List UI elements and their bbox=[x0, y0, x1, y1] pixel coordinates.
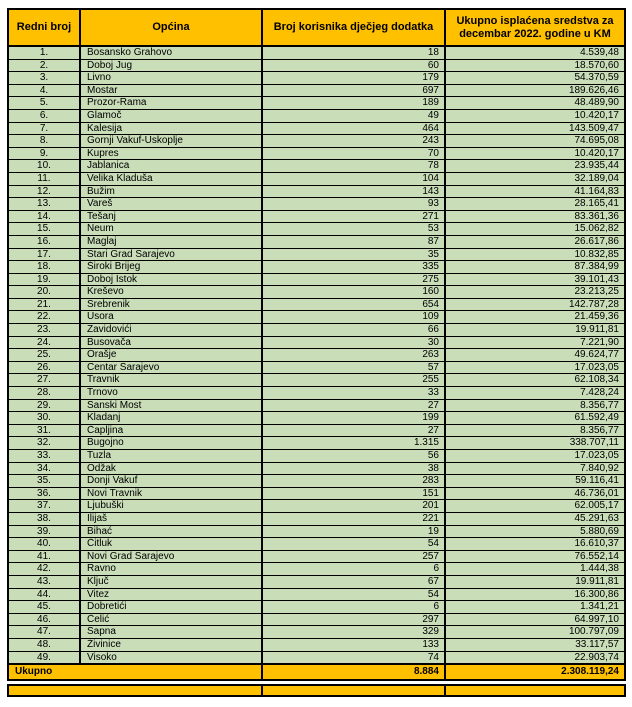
row-municipality: Jablanica bbox=[80, 160, 262, 173]
row-number: 9. bbox=[8, 147, 80, 160]
row-amount: 10.420,17 bbox=[445, 147, 625, 160]
row-number: 8. bbox=[8, 135, 80, 148]
row-number: 42. bbox=[8, 563, 80, 576]
row-amount: 338.707,11 bbox=[445, 437, 625, 450]
row-amount: 19.911,81 bbox=[445, 575, 625, 588]
row-amount: 54.370,59 bbox=[445, 72, 625, 85]
table-row bbox=[8, 588, 625, 601]
row-municipality: Mostar bbox=[80, 84, 262, 97]
row-amount: 10.420,17 bbox=[445, 109, 625, 122]
row-users: 275 bbox=[262, 273, 445, 286]
table-row bbox=[8, 500, 625, 513]
row-users: 27 bbox=[262, 424, 445, 437]
row-users: 74 bbox=[262, 651, 445, 664]
table-row bbox=[8, 122, 625, 135]
table-row bbox=[8, 172, 625, 185]
row-amount: 48.489,90 bbox=[445, 97, 625, 110]
row-amount: 76.552,14 bbox=[445, 550, 625, 563]
row-users: 271 bbox=[262, 210, 445, 223]
row-users: 109 bbox=[262, 311, 445, 324]
row-amount: 87.384,99 bbox=[445, 261, 625, 274]
row-municipality: Trnovo bbox=[80, 387, 262, 400]
table-row bbox=[8, 563, 625, 576]
row-amount: 143.509,47 bbox=[445, 122, 625, 135]
table-row bbox=[8, 475, 625, 488]
table-row bbox=[8, 324, 625, 337]
row-users: 54 bbox=[262, 538, 445, 551]
row-amount: 21.459,36 bbox=[445, 311, 625, 324]
row-municipality: Doboj Jug bbox=[80, 59, 262, 72]
row-users: 297 bbox=[262, 613, 445, 626]
row-amount: 45.291,63 bbox=[445, 512, 625, 525]
row-municipality: Čapljina bbox=[80, 424, 262, 437]
row-municipality: Ravno bbox=[80, 563, 262, 576]
table-row bbox=[8, 97, 625, 110]
row-number: 11. bbox=[8, 172, 80, 185]
row-number: 44. bbox=[8, 588, 80, 601]
row-users: 57 bbox=[262, 361, 445, 374]
row-users: 27 bbox=[262, 399, 445, 412]
row-number: 4. bbox=[8, 84, 80, 97]
row-users: 87 bbox=[262, 235, 445, 248]
row-users: 66 bbox=[262, 324, 445, 337]
row-municipality: Novi Travnik bbox=[80, 487, 262, 500]
row-amount: 17.023,05 bbox=[445, 361, 625, 374]
table-row bbox=[8, 336, 625, 349]
row-number: 14. bbox=[8, 210, 80, 223]
row-users: 56 bbox=[262, 450, 445, 463]
row-municipality: Živinice bbox=[80, 638, 262, 651]
table-row bbox=[8, 437, 625, 450]
row-municipality: Glamoč bbox=[80, 109, 262, 122]
row-municipality: Doboj Istok bbox=[80, 273, 262, 286]
table-row bbox=[8, 601, 625, 614]
row-amount: 4.539,48 bbox=[445, 46, 625, 59]
row-number: 37. bbox=[8, 500, 80, 513]
table-row bbox=[8, 424, 625, 437]
header-redni-broj: Redni broj bbox=[8, 9, 80, 46]
row-users: 6 bbox=[262, 563, 445, 576]
row-users: 104 bbox=[262, 172, 445, 185]
row-users: 60 bbox=[262, 59, 445, 72]
header-ukupno-sredstva: Ukupno isplaćena sredstva za decembar 2022. godine u KM bbox=[445, 9, 625, 46]
row-municipality: Livno bbox=[80, 72, 262, 85]
row-amount: 61.592,49 bbox=[445, 412, 625, 425]
row-amount: 7.221,90 bbox=[445, 336, 625, 349]
empty-cell-users bbox=[262, 685, 445, 696]
row-number: 5. bbox=[8, 97, 80, 110]
header-row bbox=[8, 9, 625, 46]
table-row bbox=[8, 525, 625, 538]
row-municipality: Kalesija bbox=[80, 122, 262, 135]
row-users: 78 bbox=[262, 160, 445, 173]
row-municipality: Prozor-Rama bbox=[80, 97, 262, 110]
table-row bbox=[8, 349, 625, 362]
row-number: 24. bbox=[8, 336, 80, 349]
table-row bbox=[8, 575, 625, 588]
row-municipality: Čitluk bbox=[80, 538, 262, 551]
row-users: 151 bbox=[262, 487, 445, 500]
row-users: 19 bbox=[262, 525, 445, 538]
table-row bbox=[8, 550, 625, 563]
row-users: 18 bbox=[262, 46, 445, 59]
row-amount: 64.997,10 bbox=[445, 613, 625, 626]
row-users: 160 bbox=[262, 286, 445, 299]
row-users: 179 bbox=[262, 72, 445, 85]
row-municipality: Bosansko Grahovo bbox=[80, 46, 262, 59]
row-number: 49. bbox=[8, 651, 80, 664]
row-number: 33. bbox=[8, 450, 80, 463]
row-users: 53 bbox=[262, 223, 445, 236]
row-municipality: Tuzla bbox=[80, 450, 262, 463]
row-amount: 83.361,36 bbox=[445, 210, 625, 223]
table-row bbox=[8, 160, 625, 173]
row-users: 199 bbox=[262, 412, 445, 425]
row-number: 34. bbox=[8, 462, 80, 475]
table-row bbox=[8, 298, 625, 311]
row-amount: 8.356,77 bbox=[445, 424, 625, 437]
row-amount: 5.880,69 bbox=[445, 525, 625, 538]
row-number: 22. bbox=[8, 311, 80, 324]
row-users: 257 bbox=[262, 550, 445, 563]
row-amount: 10.832,85 bbox=[445, 248, 625, 261]
row-users: 243 bbox=[262, 135, 445, 148]
row-municipality: Travnik bbox=[80, 374, 262, 387]
table-row bbox=[8, 361, 625, 374]
row-users: 464 bbox=[262, 122, 445, 135]
row-amount: 1.341,21 bbox=[445, 601, 625, 614]
row-users: 255 bbox=[262, 374, 445, 387]
row-amount: 23.935,44 bbox=[445, 160, 625, 173]
row-number: 41. bbox=[8, 550, 80, 563]
row-municipality: Ključ bbox=[80, 575, 262, 588]
row-amount: 7.840,92 bbox=[445, 462, 625, 475]
row-users: 33 bbox=[262, 387, 445, 400]
row-number: 17. bbox=[8, 248, 80, 261]
table-row bbox=[8, 235, 625, 248]
row-municipality: Stari Grad Sarajevo bbox=[80, 248, 262, 261]
header-opcina: Općina bbox=[80, 9, 262, 46]
row-users: 54 bbox=[262, 588, 445, 601]
row-amount: 15.062,82 bbox=[445, 223, 625, 236]
row-amount: 28.165,41 bbox=[445, 198, 625, 211]
row-amount: 39.101,43 bbox=[445, 273, 625, 286]
row-amount: 18.570,60 bbox=[445, 59, 625, 72]
row-amount: 1.444,38 bbox=[445, 563, 625, 576]
row-number: 18. bbox=[8, 261, 80, 274]
row-number: 16. bbox=[8, 235, 80, 248]
row-users: 70 bbox=[262, 147, 445, 160]
row-number: 1. bbox=[8, 46, 80, 59]
table-row bbox=[8, 109, 625, 122]
table-row bbox=[8, 59, 625, 72]
row-number: 29. bbox=[8, 399, 80, 412]
row-municipality: Široki Brijeg bbox=[80, 261, 262, 274]
table-row bbox=[8, 223, 625, 236]
row-amount: 49.624,77 bbox=[445, 349, 625, 362]
row-amount: 59.116,41 bbox=[445, 475, 625, 488]
row-municipality: Usora bbox=[80, 311, 262, 324]
row-amount: 62.005,17 bbox=[445, 500, 625, 513]
row-users: 143 bbox=[262, 185, 445, 198]
row-municipality: Bugojno bbox=[80, 437, 262, 450]
row-municipality: Bužim bbox=[80, 185, 262, 198]
row-number: 10. bbox=[8, 160, 80, 173]
row-number: 32. bbox=[8, 437, 80, 450]
row-municipality: Ilijaš bbox=[80, 512, 262, 525]
row-users: 35 bbox=[262, 248, 445, 261]
row-amount: 16.300,86 bbox=[445, 588, 625, 601]
row-users: 329 bbox=[262, 626, 445, 639]
row-users: 1.315 bbox=[262, 437, 445, 450]
row-municipality: Neum bbox=[80, 223, 262, 236]
row-municipality: Zavidovići bbox=[80, 324, 262, 337]
row-number: 47. bbox=[8, 626, 80, 639]
row-amount: 142.787,28 bbox=[445, 298, 625, 311]
row-municipality: Sapna bbox=[80, 626, 262, 639]
row-number: 39. bbox=[8, 525, 80, 538]
table-row bbox=[8, 286, 625, 299]
table-row bbox=[8, 512, 625, 525]
row-number: 23. bbox=[8, 324, 80, 337]
row-municipality: Velika Kladuša bbox=[80, 172, 262, 185]
table-row bbox=[8, 412, 625, 425]
row-number: 15. bbox=[8, 223, 80, 236]
table-row bbox=[8, 46, 625, 59]
row-amount: 7.428,24 bbox=[445, 387, 625, 400]
table-row bbox=[8, 261, 625, 274]
row-municipality: Orašje bbox=[80, 349, 262, 362]
total-label: Ukupno bbox=[8, 664, 262, 680]
table-row bbox=[8, 487, 625, 500]
table-body bbox=[8, 46, 625, 664]
table-row bbox=[8, 273, 625, 286]
table-row bbox=[8, 198, 625, 211]
row-number: 30. bbox=[8, 412, 80, 425]
empty-row bbox=[8, 685, 625, 696]
row-number: 7. bbox=[8, 122, 80, 135]
row-municipality: Čelić bbox=[80, 613, 262, 626]
row-number: 12. bbox=[8, 185, 80, 198]
row-users: 221 bbox=[262, 512, 445, 525]
table-row bbox=[8, 450, 625, 463]
row-amount: 22.903,74 bbox=[445, 651, 625, 664]
row-municipality: Vitez bbox=[80, 588, 262, 601]
row-amount: 16.610,37 bbox=[445, 538, 625, 551]
row-number: 20. bbox=[8, 286, 80, 299]
child-allowance-table bbox=[7, 8, 626, 681]
row-amount: 62.108,34 bbox=[445, 374, 625, 387]
table-row bbox=[8, 135, 625, 148]
row-number: 28. bbox=[8, 387, 80, 400]
row-number: 35. bbox=[8, 475, 80, 488]
row-users: 697 bbox=[262, 84, 445, 97]
row-number: 31. bbox=[8, 424, 80, 437]
row-amount: 46.736,01 bbox=[445, 487, 625, 500]
row-municipality: Tešanj bbox=[80, 210, 262, 223]
row-municipality: Maglaj bbox=[80, 235, 262, 248]
row-users: 263 bbox=[262, 349, 445, 362]
row-amount: 33.117,57 bbox=[445, 638, 625, 651]
row-users: 654 bbox=[262, 298, 445, 311]
row-users: 283 bbox=[262, 475, 445, 488]
table-row bbox=[8, 248, 625, 261]
row-municipality: Srebrenik bbox=[80, 298, 262, 311]
row-amount: 189.626,46 bbox=[445, 84, 625, 97]
row-number: 2. bbox=[8, 59, 80, 72]
table-row bbox=[8, 374, 625, 387]
row-municipality: Gornji Vakuf-Uskoplje bbox=[80, 135, 262, 148]
empty-cell-amount bbox=[445, 685, 625, 696]
total-amount: 2.308.119,24 bbox=[445, 664, 625, 680]
row-municipality: Donji Vakuf bbox=[80, 475, 262, 488]
table-row bbox=[8, 72, 625, 85]
row-users: 6 bbox=[262, 601, 445, 614]
row-municipality: Busovača bbox=[80, 336, 262, 349]
row-amount: 8.356,77 bbox=[445, 399, 625, 412]
table-row bbox=[8, 387, 625, 400]
row-municipality: Dobretići bbox=[80, 601, 262, 614]
row-users: 93 bbox=[262, 198, 445, 211]
row-municipality: Odžak bbox=[80, 462, 262, 475]
row-users: 133 bbox=[262, 638, 445, 651]
row-municipality: Vareš bbox=[80, 198, 262, 211]
row-municipality: Sanski Most bbox=[80, 399, 262, 412]
table-row bbox=[8, 638, 625, 651]
table-row bbox=[8, 651, 625, 664]
empty-cell-left bbox=[8, 685, 262, 696]
table-row bbox=[8, 626, 625, 639]
row-number: 27. bbox=[8, 374, 80, 387]
row-number: 13. bbox=[8, 198, 80, 211]
row-number: 3. bbox=[8, 72, 80, 85]
row-users: 30 bbox=[262, 336, 445, 349]
row-number: 38. bbox=[8, 512, 80, 525]
table-row bbox=[8, 185, 625, 198]
table-row bbox=[8, 210, 625, 223]
row-number: 6. bbox=[8, 109, 80, 122]
row-number: 48. bbox=[8, 638, 80, 651]
row-municipality: Visoko bbox=[80, 651, 262, 664]
row-amount: 32.189,04 bbox=[445, 172, 625, 185]
row-users: 67 bbox=[262, 575, 445, 588]
total-users: 8.884 bbox=[262, 664, 445, 680]
row-number: 46. bbox=[8, 613, 80, 626]
table-row bbox=[8, 399, 625, 412]
row-users: 201 bbox=[262, 500, 445, 513]
table-row bbox=[8, 538, 625, 551]
row-amount: 17.023,05 bbox=[445, 450, 625, 463]
row-municipality: Kreševo bbox=[80, 286, 262, 299]
row-municipality: Kladanj bbox=[80, 412, 262, 425]
row-number: 43. bbox=[8, 575, 80, 588]
header-broj-korisnika: Broj korisnika dječjeg dodatka bbox=[262, 9, 445, 46]
row-amount: 26.617,86 bbox=[445, 235, 625, 248]
empty-tail-row bbox=[7, 684, 626, 697]
table-row bbox=[8, 311, 625, 324]
table-row bbox=[8, 147, 625, 160]
row-municipality: Bihać bbox=[80, 525, 262, 538]
row-users: 335 bbox=[262, 261, 445, 274]
row-number: 19. bbox=[8, 273, 80, 286]
table-row bbox=[8, 84, 625, 97]
row-number: 26. bbox=[8, 361, 80, 374]
table-row bbox=[8, 462, 625, 475]
row-number: 45. bbox=[8, 601, 80, 614]
row-amount: 41.164,83 bbox=[445, 185, 625, 198]
row-number: 40. bbox=[8, 538, 80, 551]
row-amount: 100.797,09 bbox=[445, 626, 625, 639]
row-amount: 19.911,81 bbox=[445, 324, 625, 337]
row-users: 49 bbox=[262, 109, 445, 122]
row-amount: 74.695,08 bbox=[445, 135, 625, 148]
total-row bbox=[8, 664, 625, 680]
row-municipality: Novi Grad Sarajevo bbox=[80, 550, 262, 563]
row-municipality: Kupres bbox=[80, 147, 262, 160]
row-number: 36. bbox=[8, 487, 80, 500]
table-footer bbox=[8, 664, 625, 680]
row-municipality: Centar Sarajevo bbox=[80, 361, 262, 374]
row-amount: 23.213,25 bbox=[445, 286, 625, 299]
row-number: 21. bbox=[8, 298, 80, 311]
table-row bbox=[8, 613, 625, 626]
row-municipality: Ljubuški bbox=[80, 500, 262, 513]
row-users: 38 bbox=[262, 462, 445, 475]
row-users: 189 bbox=[262, 97, 445, 110]
row-number: 25. bbox=[8, 349, 80, 362]
table-header bbox=[8, 9, 625, 46]
